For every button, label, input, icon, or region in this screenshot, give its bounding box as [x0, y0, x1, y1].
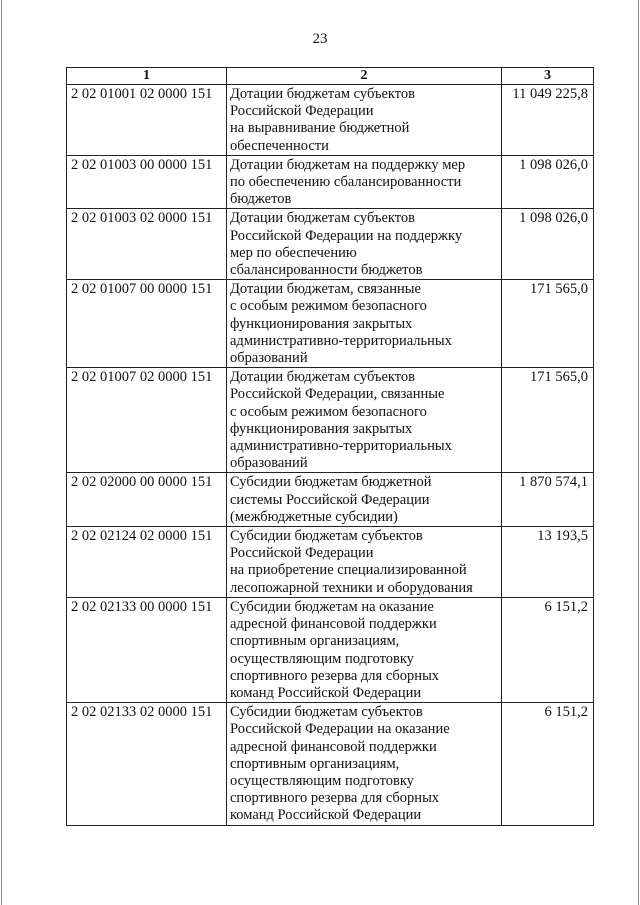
amount-cell: 171 565,0 — [502, 368, 594, 473]
budget-code-cell: 2 02 01003 02 0000 151 — [67, 209, 227, 280]
table-row — [67, 597, 594, 702]
revenue-name-cell: Дотации бюджетам субъектов Российской Федерации на поддержку мер по обеспечению сбалансированности бюджетов — [227, 209, 502, 280]
table-row — [67, 703, 594, 825]
column-header-3: 3 — [502, 68, 594, 85]
column-header-1: 1 — [67, 68, 227, 85]
table-row — [67, 368, 594, 473]
budget-table — [66, 67, 594, 826]
amount-cell: 13 193,5 — [502, 527, 594, 598]
column-header-2: 2 — [227, 68, 502, 85]
revenue-name-cell: Субсидии бюджетам на оказание адресной финансовой поддержки спортивным организациям, осуществляющим подготовку спортивного резерва для сборных команд Российской Федерации — [227, 597, 502, 702]
revenue-name-cell: Дотации бюджетам, связанные с особым режимом безопасного функционирования закрытых административно-территориальных образований — [227, 280, 502, 368]
amount-cell: 11 049 225,8 — [502, 85, 594, 156]
revenue-name-cell: Дотации бюджетам на поддержку мер по обеспечению сбалансированности бюджетов — [227, 155, 502, 209]
page-edge-left — [1, 0, 2, 905]
budget-code-cell: 2 02 02124 02 0000 151 — [67, 527, 227, 598]
budget-code-cell: 2 02 01003 00 0000 151 — [67, 155, 227, 209]
table-row — [67, 473, 594, 527]
budget-code-cell: 2 02 02000 00 0000 151 — [67, 473, 227, 527]
amount-cell: 1 098 026,0 — [502, 155, 594, 209]
table-header-row — [67, 68, 594, 85]
revenue-name-cell: Дотации бюджетам субъектов Российской Федерации, связанные с особым режимом безопасного функционирования закрытых административно-территориальных образований — [227, 368, 502, 473]
revenue-name-cell: Субсидии бюджетам бюджетной системы Российской Федерации (межбюджетные субсидии) — [227, 473, 502, 527]
budget-code-cell: 2 02 01007 02 0000 151 — [67, 368, 227, 473]
amount-cell: 171 565,0 — [502, 280, 594, 368]
table-row — [67, 155, 594, 209]
budget-code-cell: 2 02 02133 00 0000 151 — [67, 597, 227, 702]
amount-cell: 6 151,2 — [502, 597, 594, 702]
budget-code-cell: 2 02 02133 02 0000 151 — [67, 703, 227, 825]
table-row — [67, 280, 594, 368]
budget-code-cell: 2 02 01007 00 0000 151 — [67, 280, 227, 368]
amount-cell: 6 151,2 — [502, 703, 594, 825]
revenue-name-cell: Дотации бюджетам субъектов Российской Федерации на выравнивание бюджетной обеспеченности — [227, 85, 502, 156]
page-number: 23 — [312, 31, 328, 47]
table-row — [67, 527, 594, 598]
revenue-name-cell: Субсидии бюджетам субъектов Российской Федерации на оказание адресной финансовой поддержки спортивным организациям, осуществляющим подготовку спортивного резерва для сборных команд Российской Федерации — [227, 703, 502, 825]
amount-cell: 1 098 026,0 — [502, 209, 594, 280]
budget-code-cell: 2 02 01001 02 0000 151 — [67, 85, 227, 156]
amount-cell: 1 870 574,1 — [502, 473, 594, 527]
revenue-name-cell: Субсидии бюджетам субъектов Российской Федерации на приобретение специализированной лесопожарной техники и оборудования — [227, 527, 502, 598]
table-row — [67, 85, 594, 156]
table-row — [67, 209, 594, 280]
page-edge-right — [638, 0, 639, 905]
